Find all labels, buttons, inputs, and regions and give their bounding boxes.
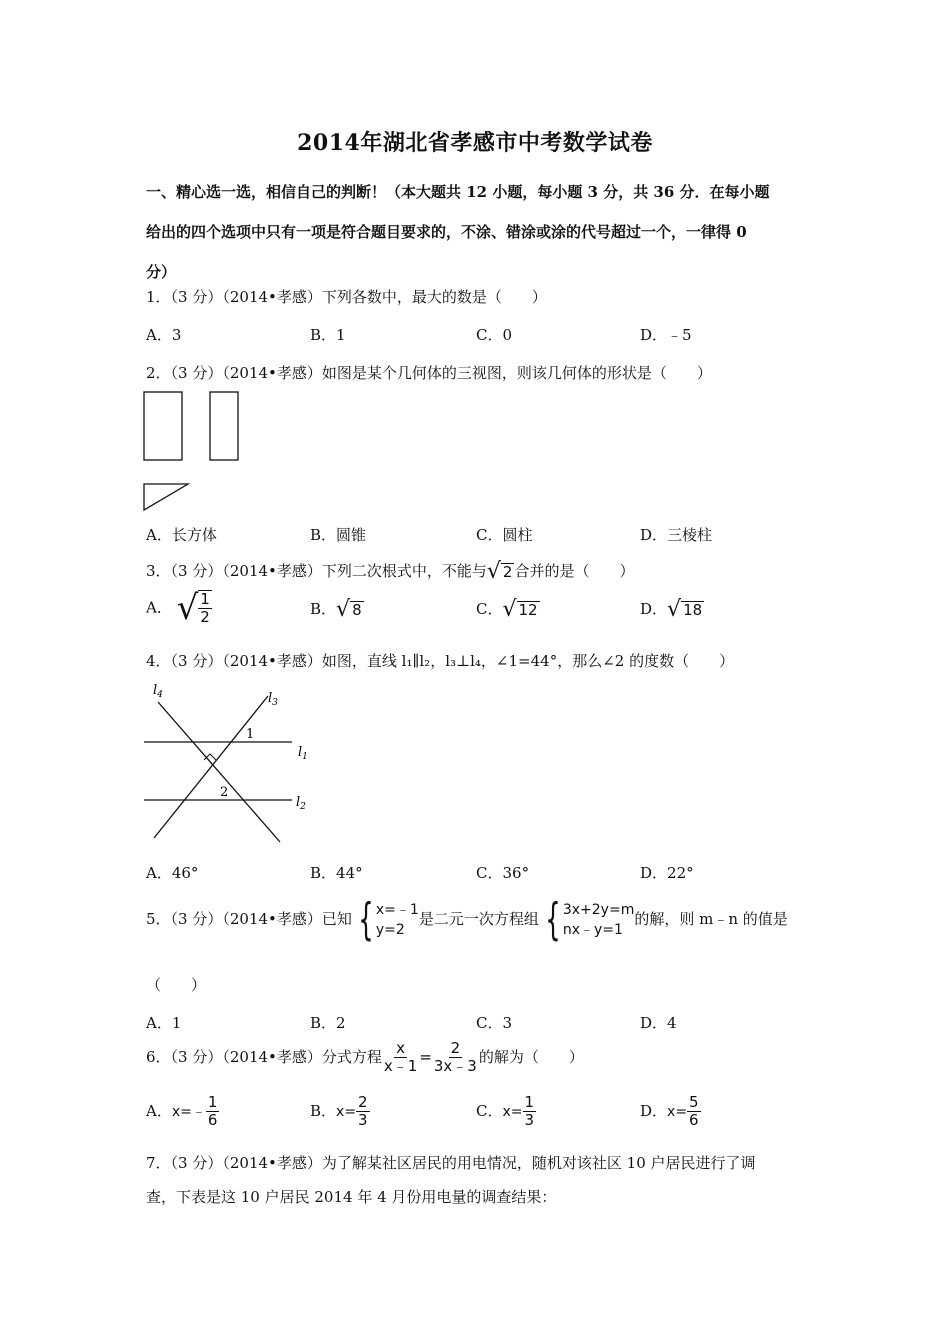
page-title: 2014年湖北省孝感市中考数学试卷 xyxy=(297,130,653,156)
fraction-numerator: x xyxy=(396,1039,406,1057)
q5-option-b: B．2 xyxy=(310,1014,346,1032)
q2-option-d: D．三棱柱 xyxy=(640,526,713,544)
side-view-rectangle xyxy=(210,392,238,460)
question-3-text xyxy=(146,560,634,583)
option-label: B． xyxy=(310,1101,337,1120)
q4-option-d: D．22° xyxy=(640,864,694,882)
section-1-heading xyxy=(146,172,816,292)
option-label: C． xyxy=(476,1101,503,1120)
q1-option-c: C．0 xyxy=(476,326,513,344)
q1-option-a: A．3 xyxy=(146,326,182,344)
label-l2: $l_2$ xyxy=(296,795,306,812)
fraction-numerator: 2 xyxy=(358,1093,368,1111)
system-row: 3x+2y=m xyxy=(562,902,635,918)
angle-2-label: 2 xyxy=(220,785,229,800)
option-prefix: x=﹣ xyxy=(171,1103,206,1120)
equation-system: { 3x+2y=m nx﹣y=1 xyxy=(545,894,635,945)
option-label: C． xyxy=(476,600,503,618)
option-label: A． xyxy=(146,1101,172,1120)
option-prefix: x= xyxy=(336,1103,357,1120)
q5-text-after: 的解，则 m﹣n 的值是 xyxy=(634,910,788,928)
line-l4 xyxy=(158,702,280,842)
option-prefix: x= xyxy=(502,1103,523,1120)
parallel-lines-figure xyxy=(140,680,320,850)
fraction-denominator: x﹣1 xyxy=(383,1057,418,1076)
q6-option-d xyxy=(640,1094,701,1130)
label-l3: $l_3$ xyxy=(268,691,278,708)
q5-option-d: D．4 xyxy=(640,1014,677,1032)
three-view-figure xyxy=(140,388,250,514)
angle-1-label: 1 xyxy=(246,727,255,742)
q1-option-d: D．﹣5 xyxy=(640,326,692,344)
fraction-denominator: 3 xyxy=(358,1111,368,1130)
sqrt-2: √ 2 xyxy=(486,559,513,584)
q2-option-c: C．圆柱 xyxy=(476,526,533,544)
lhs-fraction xyxy=(382,1040,419,1076)
section-heading-line: 分） xyxy=(146,263,177,281)
system-row: y=2 xyxy=(375,922,405,938)
sqrt-one-half: √ $\frac{1}{2}$ xyxy=(176,588,210,629)
top-view-triangle xyxy=(144,484,188,510)
q3-option-a xyxy=(146,590,212,627)
option-label: D． xyxy=(640,600,668,618)
q2-option-a: A．长方体 xyxy=(146,526,217,544)
q2-option-b: B．圆锥 xyxy=(310,526,367,544)
label-l1: $l_1$ xyxy=(298,745,308,762)
radicand: 18 xyxy=(683,601,703,620)
question-4-text: 4．（3 分）（2014•孝感）如图，直线 l₁∥l₂，l₃⊥l₄，∠1=44°，那么∠2 的度数（ ） xyxy=(146,652,735,670)
q4-option-a: A．46° xyxy=(146,864,199,882)
sqrt-8: √ 8 xyxy=(336,597,362,622)
fraction-numerator: 2 xyxy=(450,1039,461,1057)
q5-answer-bracket: （ ） xyxy=(146,976,207,994)
question-7-line-1: 7．（3 分）（2014•孝感）为了解某社区居民的用电情况，随机对该社区 10 户居民进行了调 xyxy=(146,1154,756,1172)
q5-option-c: C．3 xyxy=(476,1014,513,1032)
rhs-fraction xyxy=(432,1040,479,1076)
q6-text-before: 6．（3 分）（2014•孝感）分式方程 xyxy=(146,1047,382,1066)
fraction-numerator: 1 xyxy=(200,590,210,608)
q3-option-c xyxy=(476,598,540,621)
q6-text-after: 的解为（ ） xyxy=(478,1047,584,1066)
option-prefix: x= xyxy=(667,1103,688,1120)
q1-option-b: B．1 xyxy=(310,326,346,344)
system-row: nx﹣y=1 xyxy=(562,922,623,938)
sqrt-12: √ 12 xyxy=(502,597,538,622)
fraction-numerator: 5 xyxy=(689,1093,699,1111)
option-label: A． xyxy=(146,598,172,617)
question-7-line-2: 查，下表是这 10 户居民 2014 年 4 月份用电量的调查结果： xyxy=(146,1188,557,1206)
q6-option-c xyxy=(476,1094,536,1130)
q6-option-b xyxy=(310,1094,370,1130)
fraction-denominator: 3 xyxy=(524,1111,535,1130)
label-l4: $l_4$ xyxy=(153,683,163,700)
question-6-text xyxy=(146,1040,584,1076)
q3-text-after: 合并的是（ ） xyxy=(514,562,635,580)
solution-system: { x=﹣1 y=2 xyxy=(358,894,419,945)
q4-option-b: B．44° xyxy=(310,864,363,882)
question-1-text: 1．（3 分）（2014•孝感）下列各数中，最大的数是（ ） xyxy=(146,288,547,306)
q5-option-a: A．1 xyxy=(146,1014,182,1032)
fraction-numerator: 1 xyxy=(524,1093,535,1111)
q5-text-before: 5．（3 分）（2014•孝感）已知 xyxy=(146,910,352,928)
radicand: 12 xyxy=(518,601,538,620)
front-view-rectangle xyxy=(144,392,182,460)
fraction-denominator: 3x﹣3 xyxy=(433,1057,477,1076)
system-row: x=﹣1 xyxy=(375,902,419,918)
q3-option-b xyxy=(310,598,364,621)
option-label: B． xyxy=(310,600,337,618)
fraction-denominator: 2 xyxy=(200,608,210,627)
radicand: 2 xyxy=(502,563,513,582)
section-heading-line: 给出的四个选项中只有一项是符合题目要求的，不涂、错涂或涂的代号超过一个，一律得 0 xyxy=(146,223,747,241)
q3-text-before: 3．（3 分）（2014•孝感）下列二次根式中，不能与 xyxy=(146,562,487,580)
q4-option-c: C．36° xyxy=(476,864,530,882)
radicand: 8 xyxy=(352,601,362,620)
question-5-text xyxy=(146,894,788,945)
question-2-text: 2．（3 分）（2014•孝感）如图是某个几何体的三视图，则该几何体的形状是（ ） xyxy=(146,364,712,382)
q6-option-a xyxy=(146,1094,219,1130)
fraction-numerator: 1 xyxy=(207,1093,218,1111)
fraction-denominator: 6 xyxy=(689,1111,699,1130)
option-label: D． xyxy=(640,1101,668,1120)
q5-text-middle: 是二元一次方程组 xyxy=(418,910,539,928)
equals-sign: = xyxy=(419,1047,432,1066)
section-heading-line: 一、精心选一选，相信自己的判断！（本大题共 12 小题，每小题 3 分，共 36 分．在每小题 xyxy=(146,183,770,201)
sqrt-18: √ 18 xyxy=(667,597,703,622)
fraction-denominator: 6 xyxy=(207,1111,218,1130)
q3-option-d xyxy=(640,598,704,621)
